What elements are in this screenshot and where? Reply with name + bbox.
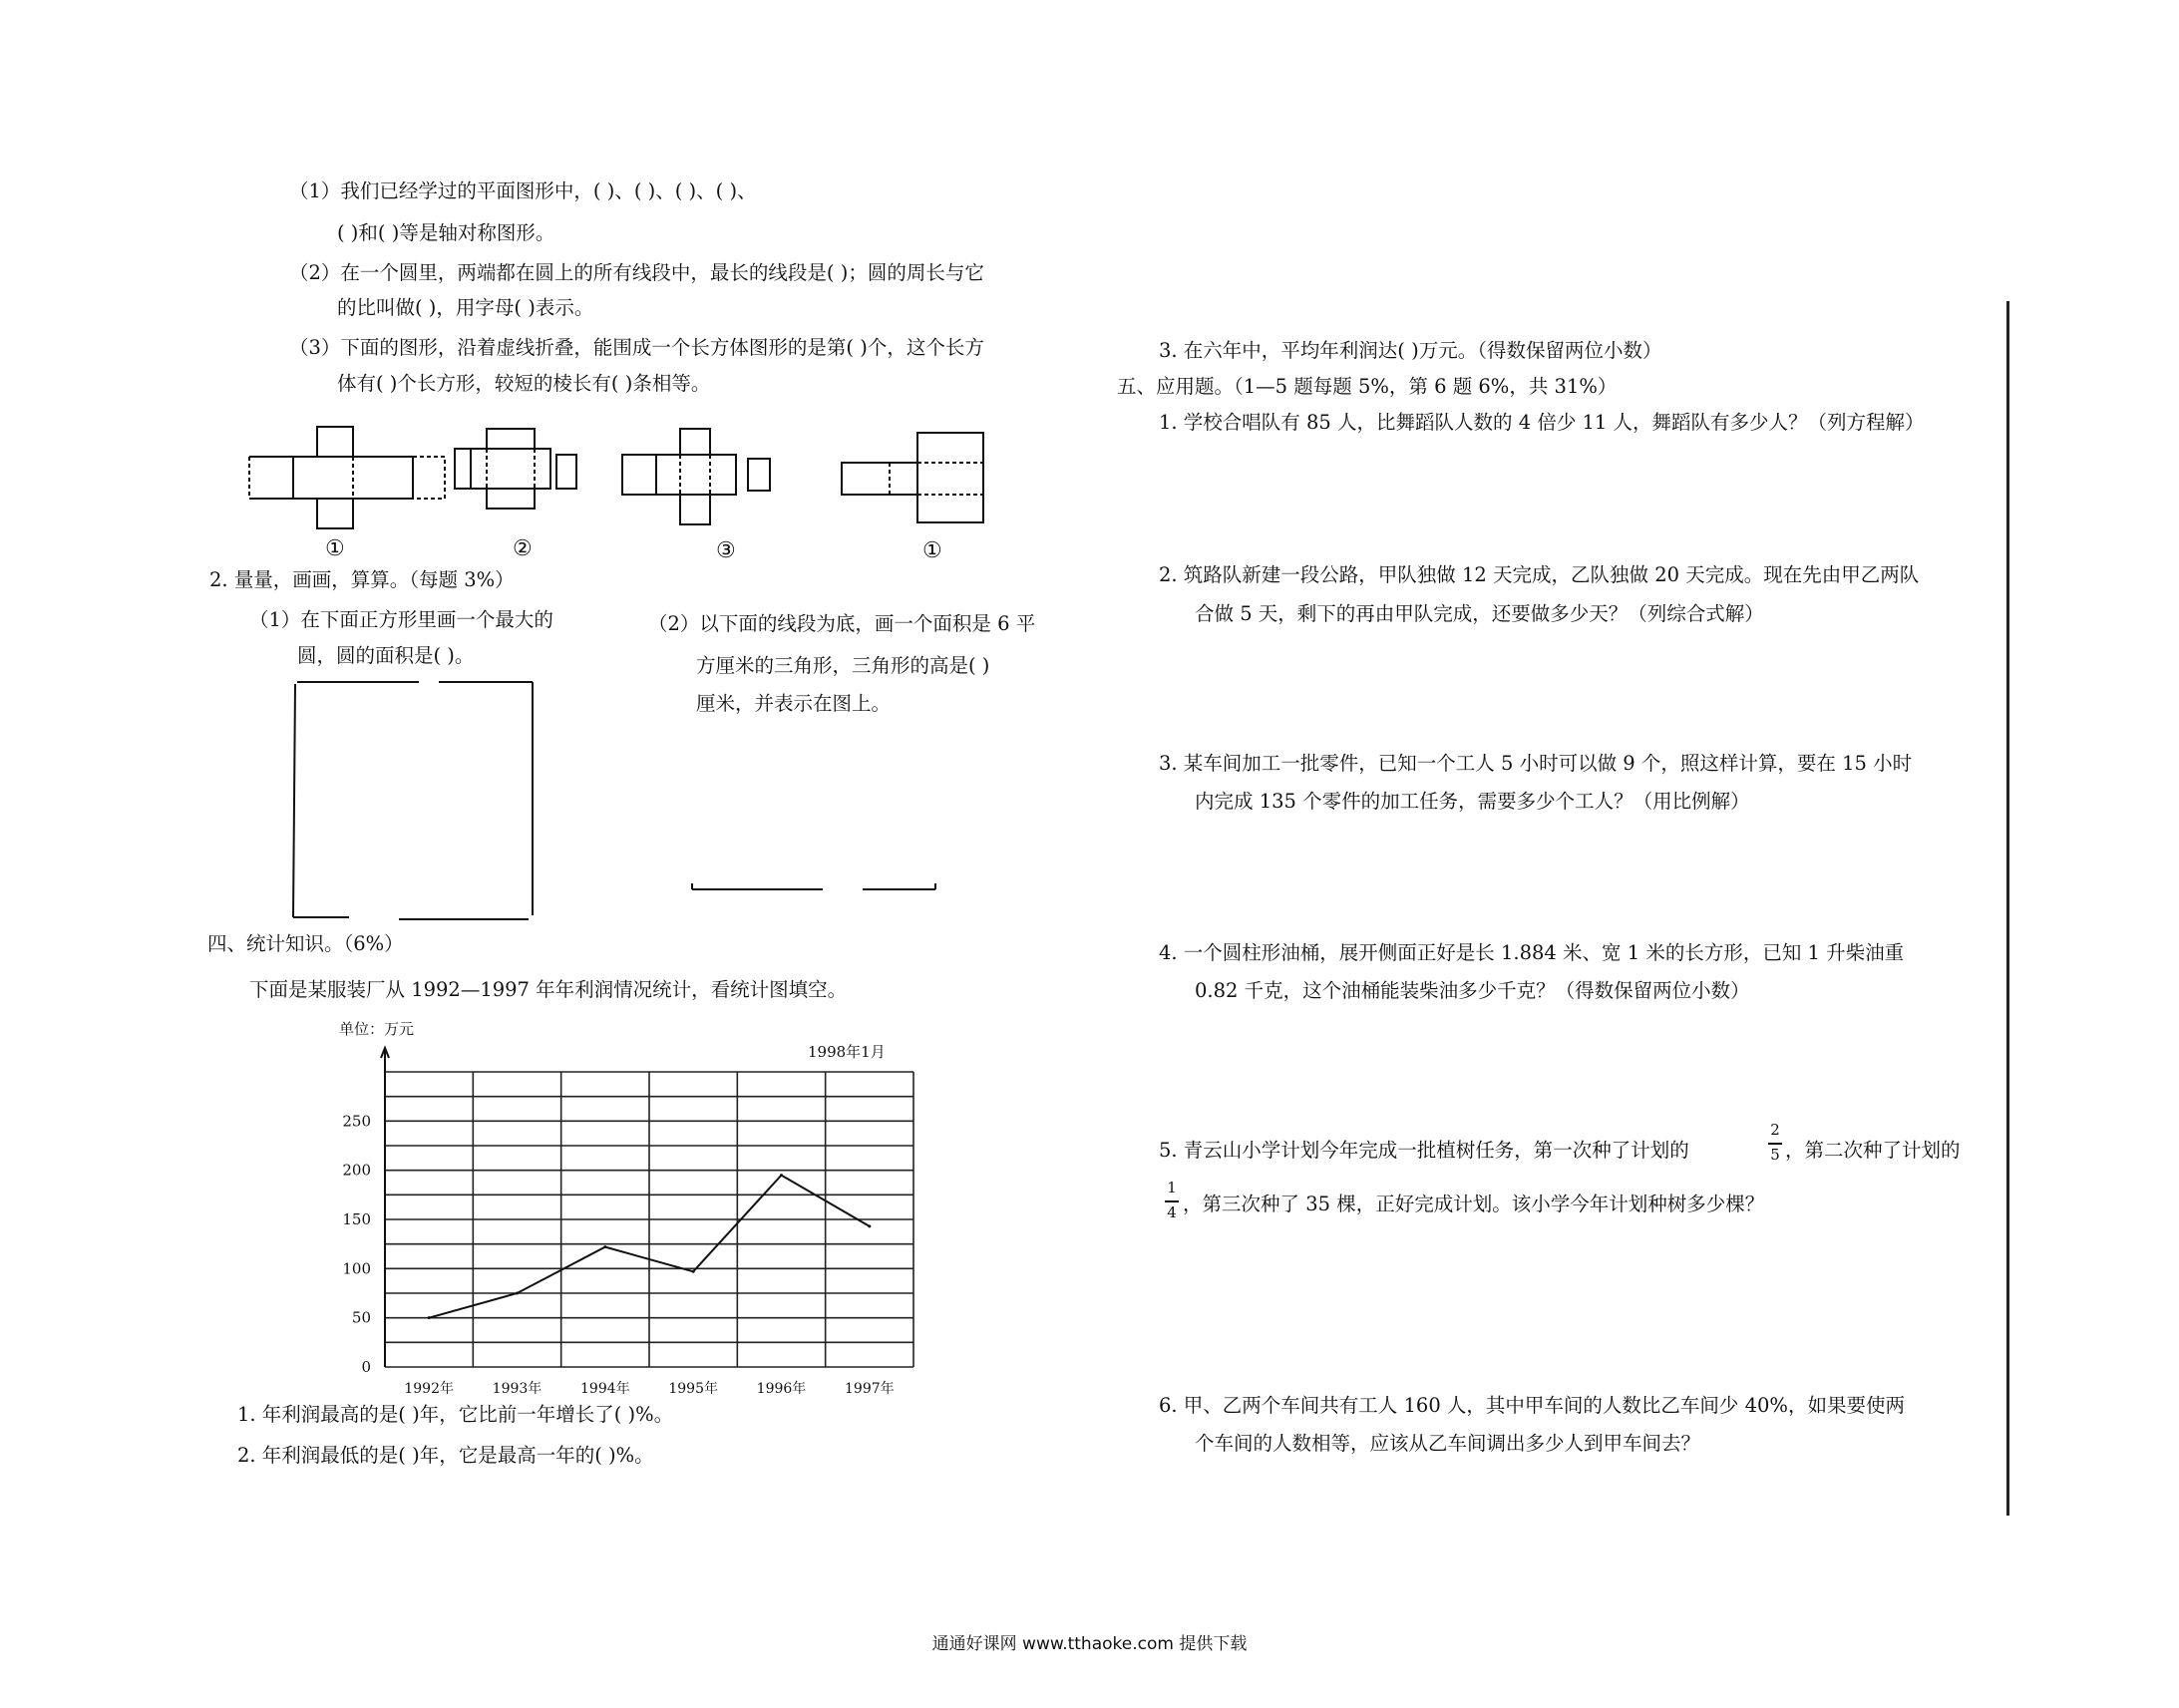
net-label-3: ③ <box>716 538 736 563</box>
sec2-q1-line2: 圆，圆的面积是( )。 <box>297 644 475 667</box>
section-4-title: 四、统计知识。（6%） <box>207 932 404 955</box>
q1-2-line2: 的比叫做( )，用字母( )表示。 <box>337 296 594 319</box>
section-2-title: 2. 量量，画画，算算。（每题 3%） <box>209 568 515 591</box>
stat-question-2: 2. 年利润最低的是( )年，它是最高一年的( )%。 <box>237 1444 654 1467</box>
profit-line-chart <box>329 1052 947 1411</box>
y-tick-label: 250 <box>342 1112 371 1131</box>
q1-2-line1: （2）在一个圆里，两端都在圆上的所有线段中，最长的线段是( )；圆的周长与它 <box>289 261 984 284</box>
profit-data-point <box>780 1174 783 1177</box>
profit-data-point <box>428 1316 431 1319</box>
y-tick-label: 0 <box>361 1358 371 1376</box>
margin-line <box>2006 301 2009 1516</box>
fraction-2-denominator: 4 <box>1167 1203 1177 1221</box>
problem-4-line1: 4. 一个圆柱形油桶，展开侧面正好是长 1.884 米、宽 1 米的长方形，已知 1 升柴油重 <box>1159 941 1905 964</box>
chart-unit-label: 单位：万元 <box>339 1020 415 1038</box>
net-label-2: ② <box>513 536 533 561</box>
x-tick-label: 1994年 <box>580 1381 630 1397</box>
x-tick-label: 1996年 <box>756 1381 807 1397</box>
problem-5-line1-start: 5. 青云山小学计划今年完成一批植树任务，第一次种了计划的 <box>1159 1139 1689 1162</box>
profit-data-point <box>603 1245 606 1248</box>
net-label-4: ① <box>922 538 942 563</box>
q1-1-line1: （1）我们已经学过的平面图形中，( )、( )、( )、( )、 <box>289 179 757 202</box>
problem-2-line1: 2. 筑路队新建一段公路，甲队独做 12 天完成，乙队独做 20 天完成。现在先由甲乙两队 <box>1159 563 1920 586</box>
sec2-q1-line1: （1）在下面正方形里画一个最大的 <box>249 608 553 631</box>
profit-data-point <box>516 1292 519 1295</box>
problem-1: 1. 学校合唱队有 85 人，比舞蹈队人数的 4 倍少 11 人，舞蹈队有多少人？（列方程解） <box>1159 411 1925 434</box>
profit-data-point <box>868 1224 871 1227</box>
y-tick-label: 100 <box>342 1259 371 1278</box>
problem-6-line1: 6. 甲、乙两个车间共有工人 160 人，其中甲车间的人数比乙车间少 40%，如果要使两 <box>1159 1394 1905 1417</box>
x-tick-label: 1995年 <box>668 1381 718 1397</box>
net-label-1: ① <box>325 536 345 561</box>
problem-3-line2: 内完成 135 个零件的加工任务，需要多少个工人？（用比例解） <box>1195 790 1750 813</box>
problem-2-line2: 合做 5 天，剩下的再由甲队完成，还要做多少天？（列综合式解） <box>1195 602 1764 625</box>
cuboid-nets-figure <box>259 419 1017 538</box>
triangle-base-segment <box>688 877 947 897</box>
chart-date-label: 1998年1月 <box>808 1043 886 1061</box>
section-4-intro: 下面是某服装厂从 1992—1997 年年利润情况统计，看统计图填空。 <box>249 978 848 1001</box>
stat-question-3: 3. 在六年中，平均年利润达( )万元。（得数保留两位小数） <box>1159 339 1662 362</box>
problem-4-line2: 0.82 千克，这个油桶能装柴油多少千克？（得数保留两位小数） <box>1195 979 1750 1002</box>
fraction-1-bar <box>1768 1143 1782 1145</box>
y-tick-label: 150 <box>342 1210 371 1228</box>
fraction-1-denominator: 5 <box>1770 1146 1780 1164</box>
problem-3-line1: 3. 某车间加工一批零件，已知一个工人 5 小时可以做 9 个，照这样计算，要在 15 小时 <box>1159 752 1913 775</box>
sec2-q2-line2: 方厘米的三角形，三角形的高是( ) <box>696 654 990 677</box>
stat-question-1: 1. 年利润最高的是( )年，它比前一年增长了( )%。 <box>237 1403 674 1426</box>
sec2-q2-line3: 厘米，并表示在图上。 <box>696 692 892 715</box>
x-tick-label: 1993年 <box>492 1381 543 1397</box>
q1-1-line2: ( )和( )等是轴对称图形。 <box>337 221 555 244</box>
q1-3-line2: 体有( )个长方形，较短的棱长有( )条相等。 <box>337 372 711 395</box>
q1-3-line1: （3）下面的图形，沿着虚线折叠，能围成一个长方体图形的是第( )个，这个长方 <box>289 336 984 359</box>
y-tick-label: 200 <box>342 1161 371 1180</box>
fraction-2-bar <box>1165 1200 1179 1202</box>
profit-data-point <box>692 1270 695 1273</box>
footer-credit: 通通好课网 www.tthaoke.com 提供下载 <box>931 1634 1248 1654</box>
fraction-1-numerator: 2 <box>1770 1121 1780 1139</box>
problem-5-line1-end: ，第二次种了计划的 <box>1785 1139 1961 1162</box>
y-tick-label: 50 <box>351 1308 371 1327</box>
problem-6-line2: 个车间的人数相等，应该从乙车间调出多少人到甲车间去？ <box>1195 1432 1701 1455</box>
sec2-q2-line1: （2）以下面的线段为底，画一个面积是 6 平 <box>648 612 1036 635</box>
x-tick-label: 1997年 <box>845 1381 895 1397</box>
problem-5-line2: ，第三次种了 35 棵，正好完成计划。该小学今年计划种树多少棵？ <box>1183 1193 1765 1215</box>
x-tick-label: 1992年 <box>404 1381 454 1397</box>
fraction-2-numerator: 1 <box>1167 1179 1177 1196</box>
section-5-title: 五、应用题。（1—5 题每题 5%，第 6 题 6%，共 31%） <box>1117 375 1618 398</box>
draw-square-figure <box>289 678 539 927</box>
